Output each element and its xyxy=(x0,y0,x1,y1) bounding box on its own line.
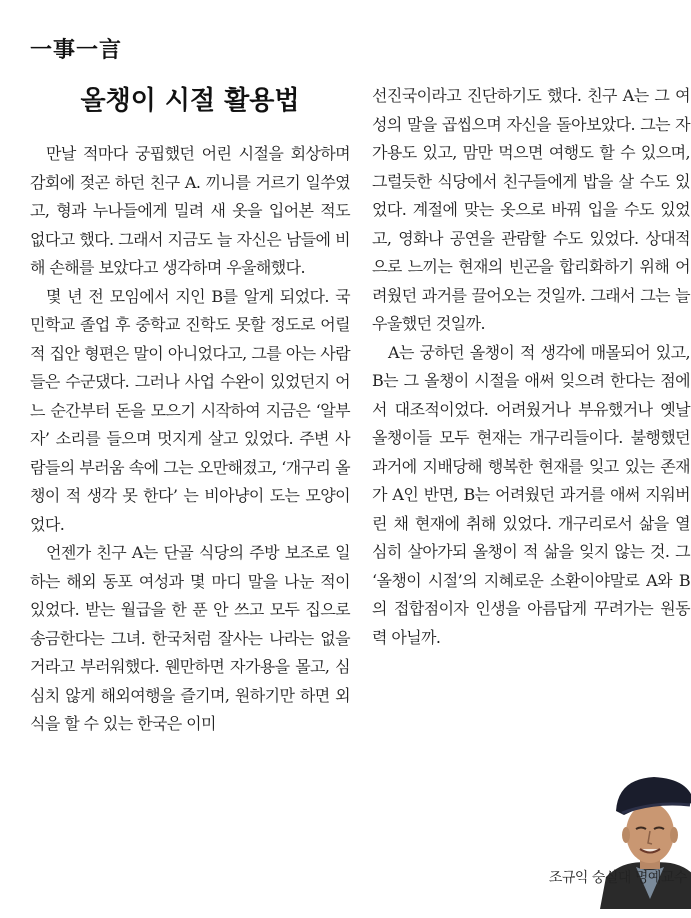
paragraph-3-continued: 선진국이라고 진단하기도 했다. 친구 A는 그 여성의 말을 곱씹으며 자신을 돌아보았다. 그는 자가용도 있고, 맘만 먹으면 여행도 할 수 있으며, 그럴듯한 식당에서 친구들에게 밥을 살 수도 있었다. 계절에 맞는 옷으로 바꿔 입을 수도 있었고, 영화나 공연을 관람할 수도 있었다. 상대적으로 느끼는 현재의 빈곤을 합리화하기 위해 어려웠던 과거를 끌어오는 것일까. 그래서 그는 늘 우울했던 것일까. xyxy=(372,86,690,333)
paragraph-2: 몇 년 전 모임에서 지인 B를 알게 되었다. 국민학교 졸업 후 중학교 진학도 못할 정도로 어릴 적 집안 형편은 말이 아니었다고, 그를 아는 사람들은 수군댔다. 그러나 사업 수완이 있었던지 어느 순간부터 돈을 모으기 시작하여 지금은 ‘알부자’ 소리를 들으며 멋지게 살고 있었다. 주변 사람들의 부러움 속에 그는 오만해졌고, ‘개구리 올챙이 적 생각 못 한다’ 는 비아냥이 도는 모양이었다. xyxy=(30,286,350,534)
article-left-column xyxy=(30,140,350,739)
article-right-column xyxy=(372,82,690,909)
paragraph-3: 언젠가 친구 A는 단골 식당의 주방 보조로 일하는 해외 동포 여성과 몇 마디 말을 나눈 적이 있었다. 받는 월급을 한 푼 안 쓰고 모두 집으로 송금한다는 그녀. 한국처럼 잘사는 나라는 없을 거라고 부러워했다. 웬만하면 자가용을 몰고, 심심치 않게 해외여행을 즐기며, 원하기만 하면 외식을 할 수 있는 한국은 이미 xyxy=(30,543,350,733)
headline: 올챙이 시절 활용법 xyxy=(80,86,300,116)
paragraph-1: 만날 적마다 궁핍했던 어린 시절을 회상하며 감회에 젖곤 하던 친구 A. 끼니를 거르기 일쑤였고, 형과 누나들에게 밀려 새 옷을 입어본 적도 없다고 했다. 그래서 지금도 늘 자신은 남들에 비해 손해를 보았다고 생각하며 우울해했다. xyxy=(30,144,350,277)
paragraph-4-text: A는 궁하던 올챙이 적 생각에 매몰되어 있고, B는 그 올챙이 시절을 애써 잊으려 한다는 점에서 대조적이었다. 어려웠거나 부유했거나 옛날 올챙이들 모두 현재는 개구리들이다. 불행했던 과거에 지배당해 행복한 현재를 잊고 있는 존재가 A인 반면, B는 어려웠던 과거를 애써 지워버린 채 현재에 취해 있었다. 개구리로서 삶을 열심히 살아가되 올챙이 적 삶을 잊지 않는 것. 그 ‘올챙이 시절’의 지혜로운 소환이야말로 A와 B의 접합점이자 인생을 아름답게 꾸려가는 원동력 아닐까. xyxy=(372,342,690,647)
byline: 조규익 숭실대 명예교수 xyxy=(548,870,687,886)
column-label: 一事一言 xyxy=(30,38,123,63)
paragraph-4 xyxy=(372,339,690,653)
